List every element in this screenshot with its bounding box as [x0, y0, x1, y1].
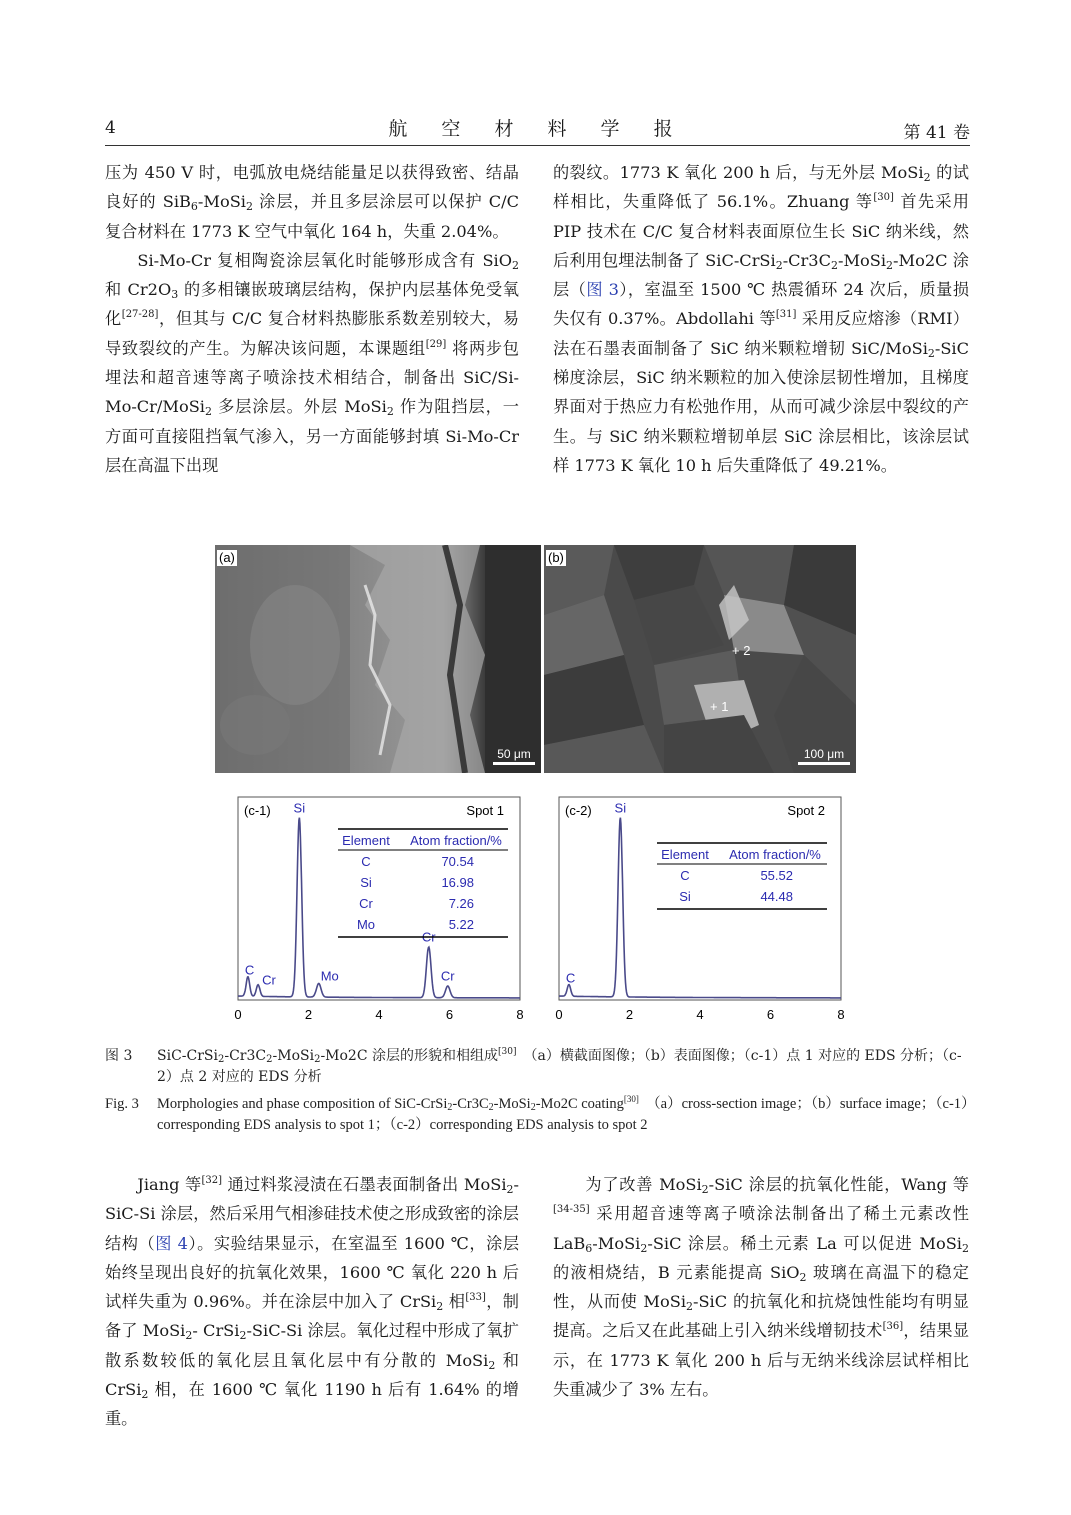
table-cell-element: Cr: [359, 896, 373, 911]
figure-caption-en: [105, 1094, 971, 1136]
peak-label: C: [565, 970, 576, 986]
x-tick-label: 6: [445, 1007, 454, 1022]
table-cell-element: C: [361, 854, 371, 869]
table-cell-fraction: 7.26: [448, 896, 474, 911]
plot-frame: [238, 797, 520, 1000]
column-left-top: [105, 158, 519, 480]
page-number: 4: [105, 118, 116, 138]
table-cell-element: C: [680, 868, 690, 883]
paragraph: 为了改善 MoSi$_2$-SiC 涂层的抗氧化性能，Wang 等[34-35] 采用超音速等离子喷涂法制备出了稀土元素改性 LaB$_6$-MoSi$_2$-SiC 涂层。稀土元素 La 可以促进 MoSi$_2$ 的液相烧结，B 元素能提高 SiO$_2$ 玻璃在高温下的稳定性，从而使 MoSi$_2$-SiC 的抗氧化和抗烧蚀性能均有明显提高。之后又在此基础上引入纳米线增韧技术[36]，结果显示，在 1773 K 氧化 200 h 后与无纳米线涂层试样相比失重减少了 3% 左右。: [553, 1175, 970, 1400]
caption-cn-text: SiC-$CrSi_2-Cr3C_2-MoSi_2-Mo2C$ 涂层的形貌和相组成[30] （a）横截面图像；（b）表面图像；（c-1）点 1 对应的 EDS 分析；（c-2）点 2 对应的 EDS 分析: [157, 1047, 962, 1085]
table-cell-fraction: 44.48: [760, 889, 793, 904]
sem-cross-section-image: [215, 545, 541, 773]
x-tick-label: 0: [234, 1007, 242, 1022]
table-cell-element: Si: [360, 875, 372, 890]
spot-1-marker: + 1: [710, 699, 729, 714]
caption-cn-label: 图 3: [105, 1048, 133, 1064]
x-tick-label: 2: [625, 1007, 634, 1022]
column-right-top: [553, 158, 969, 480]
peak-label: Si: [293, 800, 306, 816]
panel-label: (c-1): [244, 803, 271, 818]
table-header-fraction: Atom fraction/%: [410, 833, 502, 848]
paragraph: Si-Mo-Cr 复相陶瓷涂层氧化时能够形成含有 SiO$_2$ 和 $Cr2O_3$ 的多相镶嵌玻璃层结构，保护内层基体免受氧化[27-28]，但其与 C/C 复合材料热膨胀系数差别较大，易导致裂纹的产生。为解决该问题，本课题组[29] 将两步包埋法和超音速等离子喷涂技术相结合，制备出 SiC/Si-Mo-Cr/MoSi$_2$ 多层涂层。外层 MoSi$_2$ 作为阻挡层，一方面可直接阻挡氧气渗入，另一方面能够封填 Si-Mo-Cr 层在高温下出现: [105, 250, 520, 475]
paragraph: 压为 450 V 时，电弧放电烧结能量足以获得致密、结晶良好的 SiB$_6$-MoSi$_2$ 涂层，并且多层涂层可以保护 C/C 复合材料在 1773 K 空气中氧化 164 h，失重 2.04%。: [105, 163, 520, 241]
plot-frame: [559, 797, 841, 1000]
table-cell-fraction: 16.98: [441, 875, 474, 890]
panel-a-label: (a): [219, 550, 235, 565]
header-rule: [105, 145, 970, 146]
paragraph: Jiang 等[32] 通过料浆浸渍在石墨表面制备出 MoSi$_2$-SiC-Si 涂层，然后采用气相渗硅技术使之形成致密的涂层结构（图 4）。实验结果显示，在室温至 1600 ℃，涂层始终呈现出良好的抗氧化效果，1600 ℃ 氧化 220 h 后试样失重为 0.96%。并在涂层中加入了 CrSi$_2$ 相[33]，制备了 MoSi$_2$- CrSi$_2$-SiC-Si 涂层。氧化过程中形成了氧扩散系数较低的氧化层且氧化层中有分散的 MoSi$_2$ 和 CrSi$_2$ 相，在 1600 ℃ 氧化 1190 h 后有 1.64% 的增重。: [105, 1175, 520, 1429]
x-tick-label: 6: [766, 1007, 775, 1022]
spectrum-title: Spot 2: [787, 803, 825, 818]
table-header-fraction: Atom fraction/%: [729, 847, 821, 862]
figure-caption-cn: [105, 1046, 971, 1088]
peak-label: C: [244, 962, 255, 978]
paragraph: 的裂纹。1773 K 氧化 200 h 后，与无外层 MoSi$_2$ 的试样相比，失重降低了 56.1%。Zhuang 等[30] 首先采用 PIP 技术在 C/C 复合材料表面原位生长 SiC 纳米线，然后利用包埋法制备了 SiC-$CrSi_2-Cr3C_2-MoSi_2-Mo2C$ 涂层（图 3），室温至 1500 ℃ 热震循环 24 次后，质量损失仅有 0.37%。Abdollahi 等[31] 采用反应熔渗（RMI）法在石墨表面制备了 SiC 纳米颗粒增韧 SiC/MoSi$_2$-SiC 梯度涂层，SiC 纳米颗粒的加入使涂层韧性增加，且梯度界面对于热应力有松弛作用，从而可减少涂层中裂纹的产生。与 SiC 纳米颗粒增韧单层 SiC 涂层相比，该涂层试样 1773 K 氧化 10 h 后失重降低了 49.21%。: [553, 163, 970, 475]
peak-label: Cr: [262, 972, 276, 988]
sem-surface-image: [544, 545, 856, 773]
spectrum-title: Spot 1: [466, 803, 504, 818]
x-tick-label: 4: [696, 1007, 704, 1022]
table-cell-fraction: 5.22: [448, 917, 474, 932]
running-header: [105, 114, 970, 142]
scale-bar-b-label: 100 μm: [803, 747, 845, 761]
peak-label: Cr: [440, 968, 455, 984]
journal-title: 航 空 材 料 学 报: [388, 118, 687, 140]
peak-label: Cr: [421, 929, 436, 945]
column-right-bottom: [553, 1170, 969, 1404]
x-tick-label: 0: [555, 1007, 563, 1022]
caption-en-label: Fig. 3: [105, 1096, 139, 1112]
caption-en-text: Morphologies and phase composition of SiC-$CrSi_2-Cr3C_2-MoSi_2-Mo2C$ coating[30] （a）cross-section image；（b）surface image；（c-1）corresponding EDS analysis to spot 1；（c-2）corresponding EDS analysis to spot 2: [157, 1094, 969, 1133]
table-cell-element: Mo: [356, 917, 376, 932]
peak-label: Si: [614, 800, 627, 816]
table-cell-fraction: 55.52: [760, 868, 793, 883]
table-cell-fraction: 70.54: [441, 854, 474, 869]
panel-label: (c-2): [565, 803, 592, 818]
scale-bar-a-label: 50 μm: [497, 747, 531, 761]
x-tick-label: 8: [837, 1007, 845, 1022]
x-tick-label: 2: [304, 1007, 313, 1022]
peak-label: Mo: [320, 968, 339, 984]
table-header-element: Element: [661, 847, 709, 862]
eds-spectrum-spot-1: [228, 793, 538, 1023]
eds-spectrum-spot-2: [549, 793, 859, 1023]
volume-label: 第 41 卷: [903, 123, 970, 143]
panel-b-label: (b): [548, 550, 564, 565]
scale-bar-b: [798, 747, 850, 765]
x-tick-label: 4: [375, 1007, 383, 1022]
x-tick-label: 8: [516, 1007, 524, 1022]
table-header-element: Element: [342, 833, 390, 848]
scale-bar-a: [493, 747, 535, 765]
table-cell-element: Si: [679, 889, 691, 904]
column-left-bottom: [105, 1170, 519, 1434]
spot-2-marker: + 2: [732, 643, 751, 658]
